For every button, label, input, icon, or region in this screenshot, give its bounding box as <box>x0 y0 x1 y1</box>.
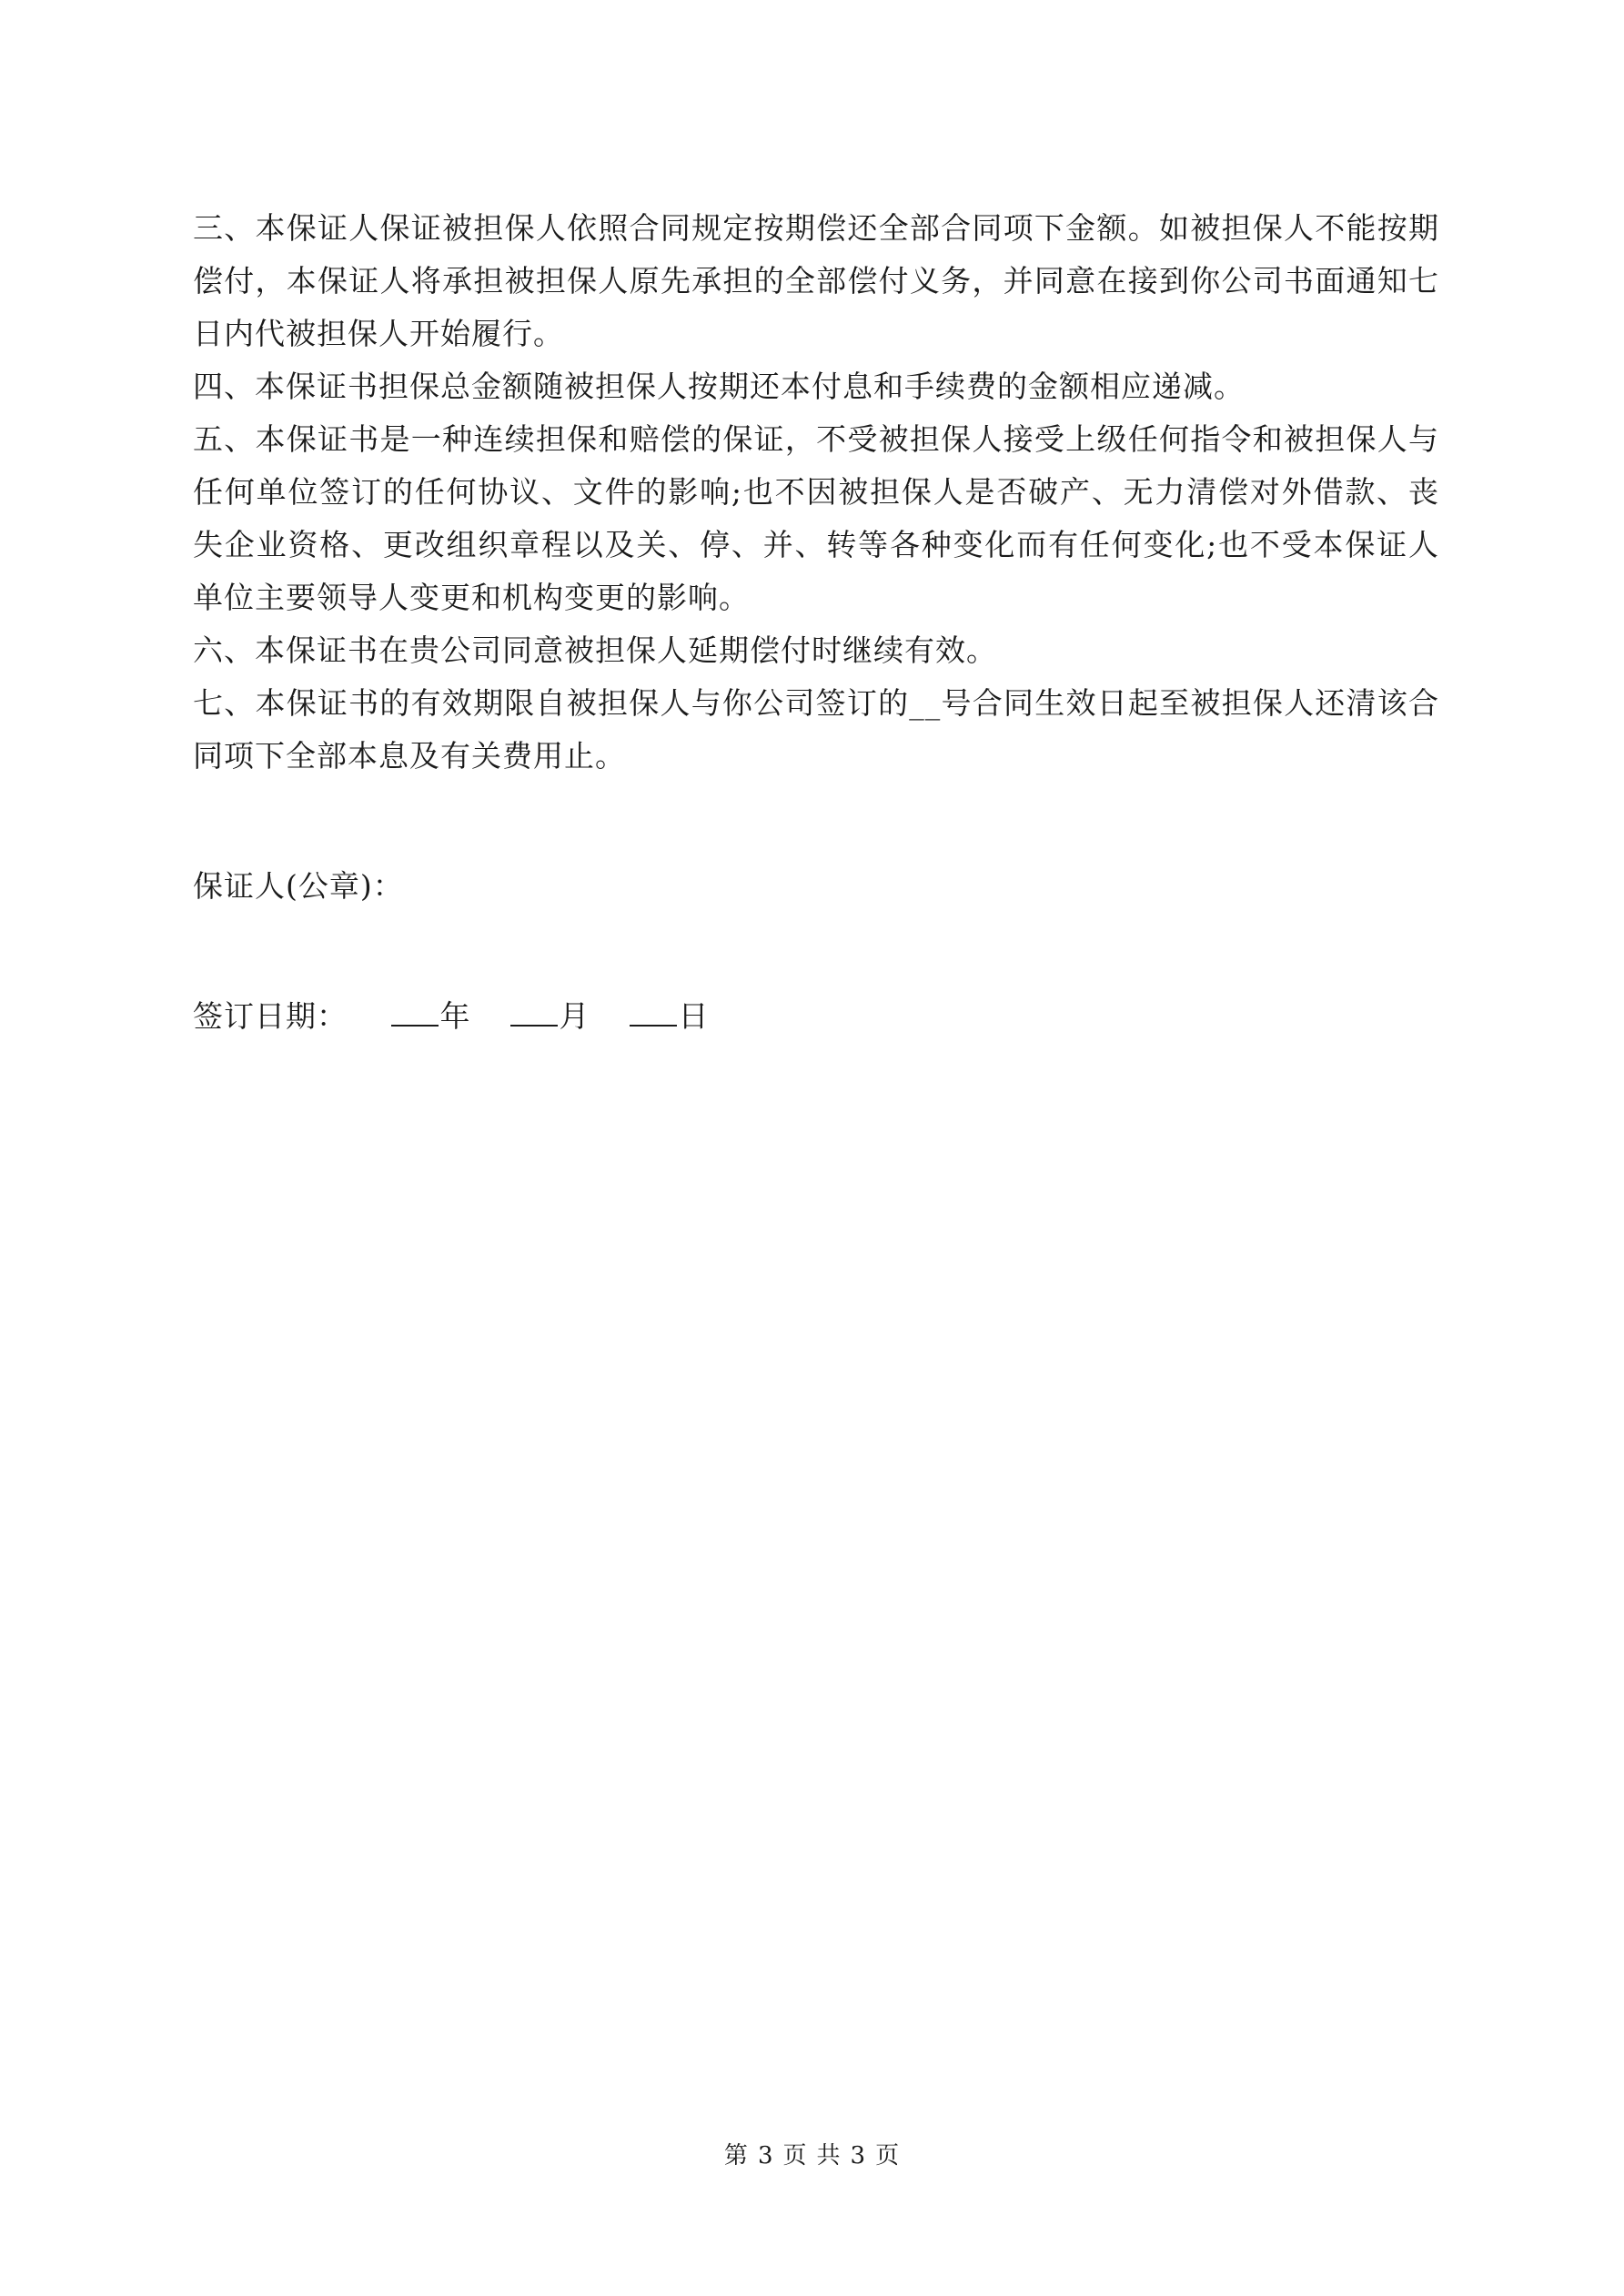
year-blank <box>391 997 439 1027</box>
signing-date-label: 签订日期： <box>193 998 348 1034</box>
month-label: 月 <box>559 998 590 1034</box>
month-blank <box>510 997 558 1027</box>
guarantor-seal-line <box>193 860 1439 913</box>
clause-3: 三、本保证人保证被担保人依照合同规定按期偿还全部合同项下金额。如被担保人不能按期偿付，本保证人将承担被担保人原先承担的全部偿付义务，并同意在接到你公司书面通知七日内代被担保人开始履行。 <box>193 210 1439 351</box>
day-label: 日 <box>678 998 710 1034</box>
day-blank <box>630 997 677 1027</box>
clause-5: 五、本保证书是一种连续担保和赔偿的保证，不受被担保人接受上级任何指令和被担保人与任何单位签订的任何协议、文件的影响;也不因被担保人是否破产、无力清偿对外借款、丧失企业资格、更改组织章程以及关、停、并、转等各种变化而有任何变化;也不受本保证人单位主要领导人变更和机构变更的影响。 <box>193 421 1439 615</box>
guarantor-seal-label: 保证人(公章)： <box>193 868 404 904</box>
clause-7: 七、本保证书的有效期限自被担保人与你公司签订的__号合同生效日起至被担保人还清该合同项下全部本息及有关费用止。 <box>193 685 1439 774</box>
page-footer <box>0 2137 1624 2170</box>
clause-4: 四、本保证书担保总金额随被担保人按期还本付息和手续费的金额相应递减。 <box>193 369 1245 404</box>
clause-6: 六、本保证书在贵公司同意被担保人延期偿付时继续有效。 <box>193 632 997 668</box>
year-label: 年 <box>439 998 471 1034</box>
footer-prefix: 第 <box>723 2142 749 2170</box>
footer-page-word: 页 <box>782 2142 808 2170</box>
footer-total-pages: 3 <box>850 2142 867 2170</box>
footer-suffix: 页 <box>875 2142 901 2170</box>
signing-date-line <box>193 990 1439 1043</box>
document-body <box>193 202 1439 1043</box>
footer-current-page: 3 <box>757 2142 774 2170</box>
footer-total-word: 共 <box>816 2142 842 2170</box>
